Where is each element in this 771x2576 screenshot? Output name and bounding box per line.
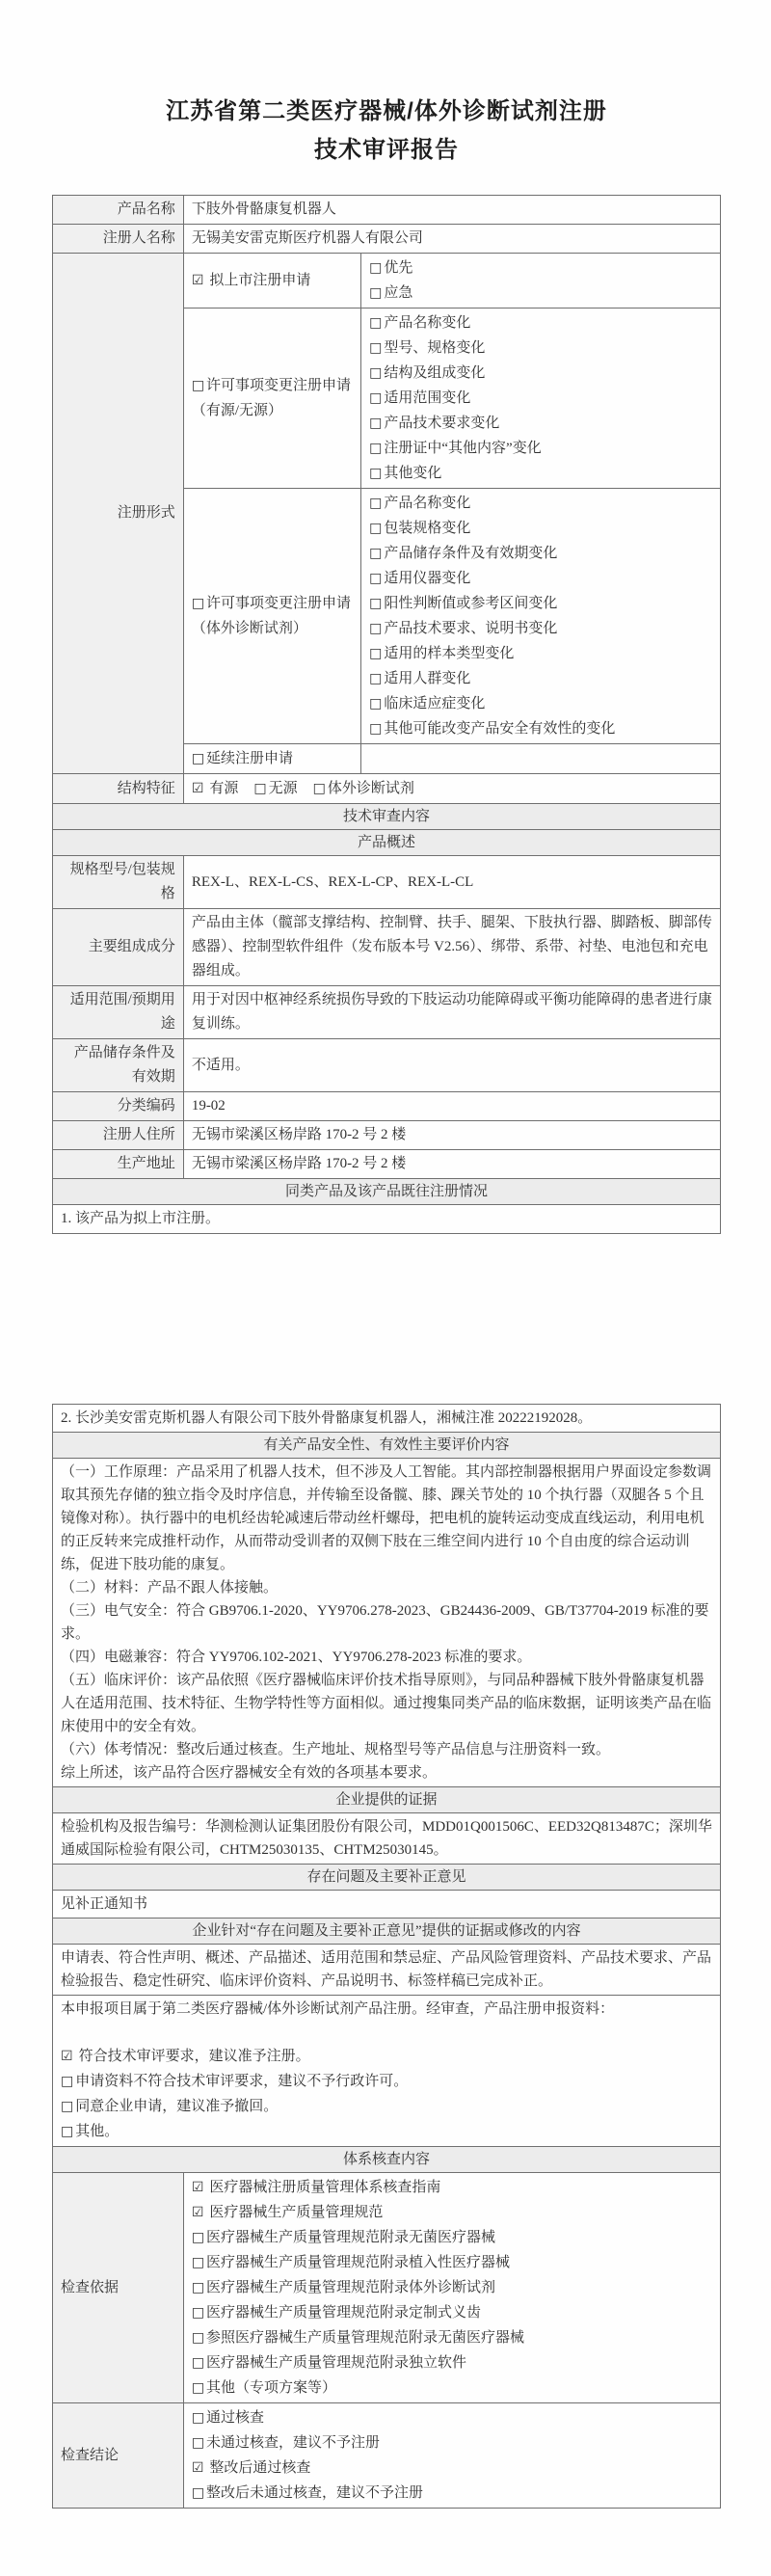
product-name-label: 产品名称 [53, 196, 184, 225]
checkbox-list [61, 2044, 712, 2144]
checkbox-list [369, 255, 712, 306]
checkbox-label: 通过核查 [206, 2410, 265, 2426]
checkbox-item [192, 2350, 712, 2375]
checkbox-label: 体外诊断试剂 [327, 781, 414, 796]
page-break-gap [52, 1234, 721, 1404]
checkbox-unchecked-icon: □ [369, 571, 383, 586]
checkbox-checked-icon: ☑ [61, 2049, 73, 2064]
renewal-application-cell [183, 744, 360, 774]
table-row [53, 1996, 721, 2147]
empty-cell [361, 744, 721, 774]
table-row [53, 986, 721, 1039]
table-row [53, 2403, 721, 2509]
checkbox-sublabel: （体外诊断试剂） [191, 621, 307, 636]
prior-registration-item-2: 2. 长沙美安雷克斯机器人有限公司下肢外骨骼康复机器人，湘械注准 20222192028。 [53, 1405, 721, 1433]
registrant-name-value: 无锡美安雷克斯医疗机器人有限公司 [183, 225, 720, 254]
checkbox-label: 产品名称变化 [384, 315, 471, 331]
table-row [53, 1121, 721, 1150]
checkbox-label: 医疗器械生产质量管理规范附录无菌医疗器械 [206, 2230, 496, 2245]
checkbox-item [192, 2430, 712, 2455]
checkbox-list [192, 776, 712, 801]
checkbox-label: 无源 [268, 781, 298, 796]
model-spec-label: 规格型号/包装规格 [53, 856, 184, 909]
safety-eval-content [53, 1459, 721, 1787]
table-row [53, 2173, 721, 2403]
checkbox-unchecked-icon: □ [191, 2380, 205, 2396]
checkbox-unchecked-icon: □ [191, 2410, 205, 2426]
checkbox-label: 结构及组成变化 [384, 365, 486, 381]
checkbox-label: 医疗器械生产质量管理规范附录植入性医疗器械 [206, 2255, 511, 2270]
table-row [53, 1039, 721, 1092]
checkbox-item [369, 255, 712, 281]
blank-line [61, 2021, 712, 2044]
checkbox-item [61, 2094, 712, 2119]
checkbox-item [192, 2375, 712, 2401]
checkbox-item [369, 691, 712, 716]
checkbox-unchecked-icon: □ [191, 2255, 205, 2270]
inspection-basis-label: 检查依据 [53, 2173, 184, 2403]
table-row [53, 1150, 721, 1179]
checkbox-unchecked-icon: □ [191, 2485, 205, 2501]
checkbox-label: 整改后通过核查 [209, 2460, 311, 2476]
checkbox-unchecked-icon: □ [191, 596, 205, 611]
checkbox-label: 整改后未通过核查，建议不予注册 [206, 2485, 424, 2501]
section-header-row [53, 2147, 721, 2173]
checkbox-item [192, 2175, 712, 2200]
checkbox-label: 其他变化 [384, 466, 442, 481]
production-address-value: 无锡市梁溪区杨岸路 170-2 号 2 楼 [183, 1150, 720, 1179]
checkbox-label: 符合技术审评要求，建议准予注册。 [78, 2049, 310, 2064]
checkbox-unchecked-icon: □ [369, 521, 383, 536]
checkbox-unchecked-icon: □ [369, 416, 383, 431]
checkbox-label: 其他可能改变产品安全有效性的变化 [384, 721, 616, 737]
checkbox-unchecked-icon: □ [369, 596, 383, 611]
checkbox-item [369, 566, 712, 591]
checkbox-item [369, 541, 712, 566]
table-row [53, 909, 721, 986]
checkbox-label: 适用人群变化 [384, 671, 471, 686]
checkbox-label: 参照医疗器械生产质量管理规范附录无菌医疗器械 [206, 2330, 525, 2346]
intended-use-label: 适用范围/预期用途 [53, 986, 184, 1039]
checkbox-unchecked-icon: □ [369, 260, 383, 276]
checkbox-item [192, 2405, 712, 2430]
checkbox-label: 医疗器械生产质量管理规范附录体外诊断试剂 [206, 2280, 496, 2295]
checkbox-unchecked-icon: □ [369, 315, 383, 331]
checkbox-item [369, 281, 712, 306]
change-application-ivd-cell [183, 489, 360, 744]
checkbox-unchecked-icon: □ [253, 781, 267, 796]
issue-response-value: 申请表、符合性声明、概述、产品描述、适用范围和禁忌症、产品风险管理资料、产品技术要求、产品检验报告、稳定性研究、临床评价资料、产品说明书、标签样稿已完成补正。 [53, 1945, 721, 1996]
checkbox-item [192, 373, 353, 398]
checkbox-item [192, 2275, 712, 2300]
checkbox-unchecked-icon: □ [191, 2330, 205, 2346]
section-header-safety-eval: 有关产品安全性、有效性主要评价内容 [53, 1433, 721, 1459]
section-header-row [53, 1919, 721, 1945]
evaluation-paragraphs [61, 1461, 712, 1784]
checkbox-sublabel: （有源/无源） [191, 403, 282, 418]
checkbox-unchecked-icon: □ [369, 285, 383, 301]
checkbox-checked-icon: ☑ [191, 2460, 204, 2476]
checkbox-item [369, 386, 712, 411]
checkbox-unchecked-icon: □ [191, 378, 205, 393]
storage-condition-label: 产品储存条件及有效期 [53, 1039, 184, 1092]
section-header-row [53, 1865, 721, 1891]
checkbox-unchecked-icon: □ [369, 646, 383, 661]
page-title-line1: 江苏省第二类医疗器械/体外诊断试剂注册 [166, 98, 607, 124]
intended-use-value: 用于对因中枢神经系统损伤导致的下肢运动功能障碍或平衡功能障碍的患者进行康复训练。 [183, 986, 720, 1039]
checkbox-item [192, 268, 353, 293]
checkbox-item [369, 411, 712, 436]
checkbox-unchecked-icon: □ [191, 2435, 205, 2451]
checkbox-unchecked-icon: □ [61, 2074, 74, 2089]
section-header-row [53, 830, 721, 856]
section-header-enterprise-evidence: 企业提供的证据 [53, 1787, 721, 1813]
checkbox-label: 适用范围变化 [384, 390, 471, 406]
checkbox-unchecked-icon: □ [191, 2355, 205, 2371]
table-row [53, 1459, 721, 1787]
checkbox-unchecked-icon: □ [61, 2124, 74, 2139]
production-address-label: 生产地址 [53, 1150, 184, 1179]
storage-condition-value: 不适用。 [183, 1039, 720, 1092]
checkbox-list [369, 491, 712, 741]
checkbox-list [192, 2405, 712, 2506]
table-row [53, 774, 721, 804]
checkbox-unchecked-icon: □ [369, 496, 383, 511]
inspection-basis-options [183, 2173, 720, 2403]
section-header-issues: 存在问题及主要补正意见 [53, 1865, 721, 1891]
table-row [53, 1405, 721, 1433]
checkbox-checked-icon: ☑ [191, 781, 204, 796]
evaluation-paragraph: （一）工作原理：产品采用了机器人技术，但不涉及人工智能。其内部控制器根据用户界面设定参数调取其预先存储的独立指令及时序信息，并传输至设备髋、膝、踝关节处的 10 个执行器（双腿各 5 个且镜像对称）。执行器中的电机经齿轮减速后带动丝杆螺母，把电机的旋转运动变成直线运动，利用电机的正反转来完成推杆动作，从而带动受训者的双侧下肢在三维空间内进行 10 个自由度的综合运动训练，促进下肢功能的康复。 [61, 1464, 712, 1572]
checkbox-label: 有源 [209, 781, 239, 796]
checkbox-item [369, 335, 712, 361]
checkbox-label: 优先 [384, 260, 413, 276]
checkbox-label: 型号、规格变化 [384, 340, 486, 356]
classification-code-value: 19-02 [183, 1092, 720, 1121]
checkbox-checked-icon: ☑ [191, 273, 204, 288]
checkbox-label: 包装规格变化 [384, 521, 471, 536]
checkbox-label: 应急 [384, 285, 413, 301]
checkbox-item [192, 2200, 712, 2225]
product-name-value: 下肢外骨骼康复机器人 [183, 196, 720, 225]
inspection-conclusion-options [183, 2403, 720, 2509]
table-row [53, 1813, 721, 1865]
checkbox-item [369, 716, 712, 741]
table-row [53, 1891, 721, 1919]
checkbox-label: 产品名称变化 [384, 496, 471, 511]
evaluation-paragraph: （三）电气安全：符合 GB9706.1-2020、YY9706.278-2023、GB24436-2009、GB/T37704-2019 标准的要求。 [61, 1603, 709, 1642]
section-header-issue-response: 企业针对“存在问题及主要补正意见”提供的证据或修改的内容 [53, 1919, 721, 1945]
checkbox-item [253, 776, 297, 801]
section-header-tech-review: 技术审查内容 [53, 804, 721, 830]
checkbox-label: 申请资料不符合技术审评要求，建议不予行政许可。 [75, 2074, 409, 2089]
change-av-options-cell [361, 309, 721, 489]
table-row [53, 196, 721, 225]
table-row [53, 1092, 721, 1121]
checkbox-unchecked-icon: □ [191, 2230, 205, 2245]
checkbox-item [369, 491, 712, 516]
table-row [53, 254, 721, 309]
checkbox-item [192, 776, 239, 801]
change-application-av-cell [183, 309, 360, 489]
checkbox-label: 产品储存条件及有效期变化 [384, 546, 558, 561]
registrant-residence-value: 无锡市梁溪区杨岸路 170-2 号 2 楼 [183, 1121, 720, 1150]
issues-note: 见补正通知书 [53, 1891, 721, 1919]
checkbox-item [192, 2481, 712, 2506]
inspection-conclusion-label: 检查结论 [53, 2403, 184, 2509]
registrant-residence-label: 注册人住所 [53, 1121, 184, 1150]
checkbox-label: 医疗器械生产质量管理规范附录独立软件 [206, 2355, 467, 2371]
checkbox-label: 许可事项变更注册申请 [206, 596, 352, 611]
structure-feature-options [183, 774, 720, 804]
checkbox-item [369, 616, 712, 641]
checkbox-label: 适用仪器变化 [384, 571, 471, 586]
checkbox-unchecked-icon: □ [369, 340, 383, 356]
registrant-name-label: 注册人名称 [53, 225, 184, 254]
section-header-product-overview: 产品概述 [53, 830, 721, 856]
main-components-value: 产品由主体（髋部支撑结构、控制臂、扶手、腿架、下肢执行器、脚踏板、脚部传感器）、控制型软件组件（发布版本号 V2.56）、绑带、系带、衬垫、电池包和充电器组成。 [183, 909, 720, 986]
checkbox-label: 医疗器械注册质量管理体系核查指南 [209, 2180, 441, 2195]
registration-form-label: 注册形式 [53, 254, 184, 774]
model-spec-value: REX-L、REX-L-CS、REX-L-CP、REX-L-CL [183, 856, 720, 909]
evaluation-paragraph: 综上所述，该产品符合医疗器械安全有效的各项基本要求。 [61, 1765, 438, 1781]
checkbox-item [313, 776, 414, 801]
checkbox-item [369, 641, 712, 666]
review-content-table [52, 1404, 721, 2509]
review-conclusion-intro: 本申报项目属于第二类医疗器械/体外诊断试剂产品注册。经审查，产品注册申报资料： [61, 2001, 615, 2017]
registration-info-table [52, 195, 721, 1234]
checkbox-item [369, 361, 712, 386]
checkbox-label: 延续注册申请 [206, 751, 294, 766]
checkbox-item [192, 2300, 712, 2325]
checkbox-unchecked-icon: □ [369, 696, 383, 711]
checkbox-checked-icon: ☑ [191, 2180, 204, 2195]
checkbox-item [192, 2325, 712, 2350]
checkbox-label: 医疗器械生产质量管理规范 [209, 2205, 384, 2220]
checkbox-unchecked-icon: □ [369, 390, 383, 406]
checkbox-unchecked-icon: □ [369, 721, 383, 737]
checkbox-item [61, 2119, 712, 2144]
classification-code-label: 分类编码 [53, 1092, 184, 1121]
checkbox-label: 产品技术要求、说明书变化 [384, 621, 558, 636]
evaluation-paragraph: （六）体考情况：整改后通过核查。生产地址、规格型号等产品信息与注册资料一致。 [61, 1742, 611, 1758]
checkbox-item [369, 461, 712, 486]
table-row [53, 856, 721, 909]
market-application-cell [183, 254, 360, 309]
checkbox-label: 产品技术要求变化 [384, 416, 500, 431]
table-row [53, 225, 721, 254]
checkbox-unchecked-icon: □ [312, 781, 326, 796]
table-row [53, 1205, 721, 1234]
checkbox-item [369, 516, 712, 541]
checkbox-item [61, 2069, 712, 2094]
checkbox-label: 其他。 [75, 2124, 120, 2139]
main-components-label: 主要组成成分 [53, 909, 184, 986]
checkbox-list [192, 2175, 712, 2401]
checkbox-checked-icon: ☑ [191, 2205, 204, 2220]
checkbox-unchecked-icon: □ [369, 671, 383, 686]
change-ivd-options-cell [361, 489, 721, 744]
checkbox-label: 适用的样本类型变化 [384, 646, 515, 661]
checkbox-unchecked-icon: □ [369, 466, 383, 481]
checkbox-item [192, 2455, 712, 2481]
checkbox-item [369, 666, 712, 691]
checkbox-label: 同意企业申请，建议准予撤回。 [75, 2099, 279, 2114]
section-header-row [53, 804, 721, 830]
checkbox-unchecked-icon: □ [191, 2280, 205, 2295]
checkbox-item [369, 436, 712, 461]
enterprise-evidence-value: 检验机构及报告编号：华测检测认证集团股份有限公司，MDD01Q001506C、EED32Q813487C；深圳华通威国际检验有限公司，CHTM25030135、CHTM25030145。 [53, 1813, 721, 1865]
evaluation-paragraph: （二）材料：产品不跟人体接触。 [61, 1580, 279, 1596]
section-header-row [53, 1179, 721, 1205]
checkbox-label: 许可事项变更注册申请 [206, 378, 352, 393]
checkbox-label: 拟上市注册申请 [209, 273, 311, 288]
checkbox-item [192, 746, 353, 771]
checkbox-unchecked-icon: □ [191, 2305, 205, 2321]
checkbox-unchecked-icon: □ [369, 546, 383, 561]
checkbox-label: 其他（专项方案等） [206, 2380, 337, 2396]
checkbox-unchecked-icon: □ [191, 751, 205, 766]
market-options-cell [361, 254, 721, 309]
structure-feature-label: 结构特征 [53, 774, 184, 804]
evaluation-paragraph: （五）临床评价：该产品依照《医疗器械临床评价技术指导原则》，与同品种器械下肢外骨骼康复机器人在适用范围、技术特征、生物学特性等方面相似。通过搜集同类产品的临床数据，证明该类产品在临床使用中的安全有效。 [61, 1673, 712, 1734]
checkbox-item [192, 2225, 712, 2250]
checkbox-list [369, 310, 712, 486]
section-header-system-check: 体系核查内容 [53, 2147, 721, 2173]
checkbox-label: 临床适应症变化 [384, 696, 486, 711]
page-title-line2: 技术审评报告 [314, 137, 459, 163]
checkbox-label: 注册证中“其他内容”变化 [384, 441, 542, 456]
section-header-prior-registration: 同类产品及该产品既往注册情况 [53, 1179, 721, 1205]
page-title [52, 93, 721, 170]
checkbox-label: 未通过核查，建议不予注册 [206, 2435, 381, 2451]
table-row [53, 1945, 721, 1996]
checkbox-unchecked-icon: □ [369, 621, 383, 636]
checkbox-item [369, 591, 712, 616]
evaluation-paragraph: （四）电磁兼容：符合 YY9706.102-2021、YY9706.278-2023 标准的要求。 [61, 1650, 532, 1665]
review-conclusion-cell [53, 1996, 721, 2147]
checkbox-item [192, 591, 353, 616]
checkbox-label: 阳性判断值或参考区间变化 [384, 596, 558, 611]
prior-registration-item-1: 1. 该产品为拟上市注册。 [53, 1205, 721, 1234]
section-header-row [53, 1433, 721, 1459]
checkbox-label: 医疗器械生产质量管理规范附录定制式义齿 [206, 2305, 482, 2321]
checkbox-item [369, 310, 712, 335]
section-header-row [53, 1787, 721, 1813]
checkbox-unchecked-icon: □ [369, 441, 383, 456]
checkbox-item [61, 2044, 712, 2069]
checkbox-unchecked-icon: □ [61, 2099, 74, 2114]
checkbox-unchecked-icon: □ [369, 365, 383, 381]
checkbox-item [192, 2250, 712, 2275]
